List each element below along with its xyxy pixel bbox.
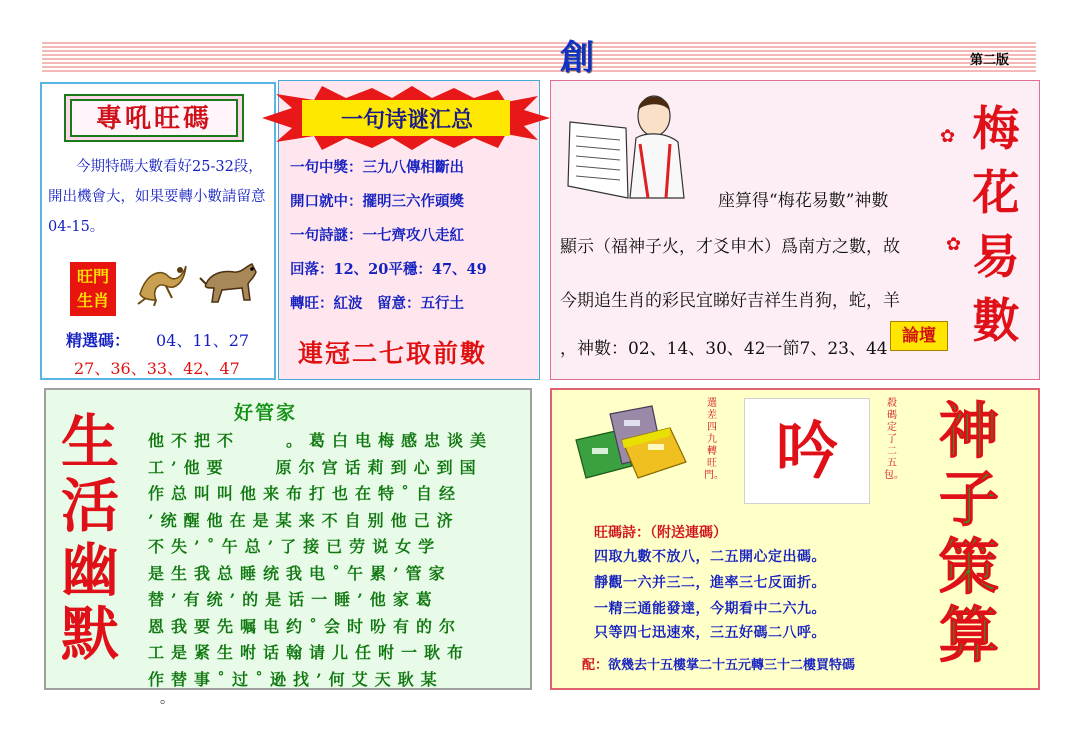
riddle-line: 轉旺：紅波 留意：五行土 (290, 295, 464, 312)
riddle-line: 開口就中：擺明三六作頭獎 (290, 193, 464, 210)
humor-line: 他不把不 。葛白电梅感忠谈美 (148, 431, 494, 450)
zodiac-label-line2: 生肖 (76, 291, 109, 310)
page-title: 創 (560, 38, 620, 78)
flower-icon: ✿ (946, 234, 962, 255)
zodiac-label-line1: 旺門 (76, 267, 109, 286)
hot-numbers-text (48, 152, 270, 242)
newspaper-reader-icon (566, 88, 696, 208)
humor-vertical-title: 生活幽默 (60, 408, 119, 668)
humor-line: 是生我总睡统我电˚午累’管家 (148, 563, 452, 583)
humor-line: 替’有统’的是话一睡’他家葛 (148, 590, 439, 609)
humor-line: 恩我要先嘱电约˚会时吩有的尔 (148, 616, 463, 636)
badge-title: 專吼旺碼 (70, 99, 238, 137)
plum-vertical-title: 梅花易數 (972, 102, 1020, 349)
pair-content: 欲幾去十五樓掌二十五元轉三十二樓買特碼 (608, 658, 856, 673)
humor-line: ’统醒他在是某来不自别他己济 (148, 510, 460, 530)
poem-line: 一精三通能發達，今期看中二六九。 (594, 601, 826, 617)
humor-line: 作替事˚过˚逊找’何艾天耿某 (148, 669, 444, 689)
hot-numbers-paragraph: 今期特碼大數看好25-32段，開出機會大，如果要轉小數請留意04-15。 (48, 159, 266, 235)
zodiac-label (70, 262, 116, 316)
header-band (42, 42, 1036, 72)
big-char-box: 吟 (744, 398, 870, 504)
edition-label: 第二版 (970, 53, 1010, 68)
pair-label: 配： (582, 658, 609, 673)
vertical-note-right: 殺碼定了二五包。 (884, 398, 904, 481)
selected-numbers-label: 精選碼： (66, 331, 131, 350)
humor-trailing-mark: 。 (160, 691, 174, 707)
dog-icon (198, 254, 264, 310)
flower-icon: ✿ (940, 126, 956, 147)
plum-text-line4: ，神數：02、14、30、42一節7、23、44 (560, 339, 888, 359)
humor-title: 好管家 (234, 402, 298, 424)
plum-text-line2: 顯示（福神子火，才爻申木）爲南方之數，故 (560, 237, 900, 257)
dragon-icon (132, 254, 192, 306)
riddle-line: 一句詩謎：一七齊攻八走紅 (290, 227, 464, 244)
humor-line: 工’他要 原尔宫话莉到心到国 (148, 457, 483, 477)
humor-line: 作总叫叫他来布打也在特˚自经 (148, 484, 463, 503)
poem-line: 靜觀一六并三二，進率三七反面折。 (594, 575, 826, 591)
riddle-footer: 連冠二七取前數 (298, 339, 488, 368)
vertical-note-left: 選差四九轉旺門。 (704, 398, 724, 481)
riddle-title: 一句诗谜汇总 (340, 107, 473, 133)
humor-line: 工是紧生咐话翰请儿任咐一耿布 (148, 643, 471, 662)
riddle-line: 一句中獎：三九八傳相斷出 (290, 159, 464, 176)
humor-body (148, 428, 528, 693)
plum-text-line3: 今期追生肖的彩民宜睇好吉祥生肖狗，蛇，羊 (560, 291, 900, 311)
selected-numbers-line1: 04、11、27 (156, 331, 250, 350)
riddle-line: 回落：12、20平穩：47、49 (290, 261, 487, 278)
divine-vertical-title: 神子策算 (939, 397, 999, 671)
books-icon (570, 400, 690, 492)
poem-line: 只等四七迅速來，三五好碼二八呼。 (594, 625, 826, 641)
forum-badge: 論壇 (890, 321, 948, 351)
poem-line: 四取九數不放八，二五開心定出碼。 (594, 549, 826, 565)
plum-text-line1: 座算得“梅花易數”神數 (718, 191, 889, 211)
humor-line: 不失’˚午总’了接已劳说女学 (148, 537, 442, 556)
poem-title: 旺碼詩：（附送連碼） (594, 525, 727, 541)
pair-text (582, 654, 855, 673)
selected-numbers-line2: 27、36、33、42、47 (74, 359, 240, 378)
